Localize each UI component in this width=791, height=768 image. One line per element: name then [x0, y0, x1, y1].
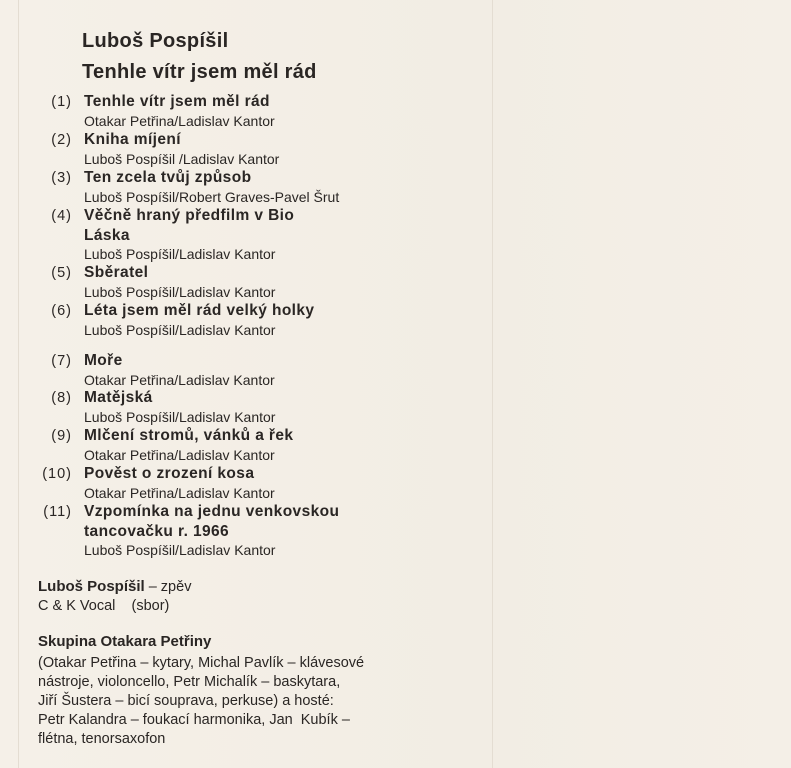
track-number: (7) — [51, 353, 72, 369]
lead-performer — [38, 578, 191, 595]
lead-performer-name: Luboš Pospíšil — [38, 578, 145, 595]
track-number: (6) — [51, 303, 72, 319]
track-credit: Luboš Pospíšil/Ladislav Kantor — [84, 284, 276, 300]
track-credit: Luboš Pospíšil/Ladislav Kantor — [84, 542, 276, 558]
artist-heading: Luboš Pospíšil — [82, 30, 229, 52]
track-credit: Luboš Pospíšil /Ladislav Kantor — [84, 151, 280, 167]
track-title: Tenhle vítr jsem měl rád — [84, 93, 270, 110]
track-title: Matějská — [84, 389, 153, 406]
band-lineup-line: nástroje, violoncello, Petr Michalík – baskytara, — [38, 674, 341, 690]
band-lineup-line: (Otakar Petřina – kytary, Michal Pavlík – klávesové — [38, 655, 365, 671]
track-credit: Otakar Petřina/Ladislav Kantor — [84, 447, 275, 463]
track-number: (11) — [43, 504, 72, 520]
track-number: (8) — [51, 390, 72, 406]
album-heading: Tenhle vítr jsem měl rád — [82, 61, 317, 83]
track-number: (2) — [51, 132, 72, 148]
track-title: Pověst o zrození kosa — [84, 465, 255, 482]
band-lineup-line: flétna, tenorsaxofon — [38, 731, 166, 747]
band-title: Skupina Otakara Petřiny — [38, 633, 212, 650]
track-title: Mlčení stromů, vánků a řek — [84, 427, 294, 444]
band-lineup-line: Petr Kalandra – foukací harmonika, Jan Kubík – — [38, 712, 350, 728]
track-number: (1) — [51, 94, 72, 110]
paper-fold-right — [492, 0, 493, 768]
track-credit: Luboš Pospíšil/Ladislav Kantor — [84, 246, 276, 262]
track-credit: Luboš Pospíšil/Ladislav Kantor — [84, 322, 276, 338]
paper-fold-left — [18, 0, 19, 768]
vocal-group-credit: C & K Vocal (sbor) — [38, 598, 170, 614]
track-title: Moře — [84, 352, 123, 369]
track-credit: Otakar Petřina/Ladislav Kantor — [84, 372, 275, 388]
track-number: (10) — [42, 466, 72, 482]
track-title: Léta jsem měl rád velký holky — [84, 302, 315, 319]
track-number: (9) — [51, 428, 72, 444]
track-credit: Otakar Petřina/Ladislav Kantor — [84, 113, 275, 129]
track-credit: Luboš Pospíšil/Robert Graves-Pavel Šrut — [84, 189, 340, 205]
track-title: Sběratel — [84, 264, 149, 281]
track-credit: Luboš Pospíšil/Ladislav Kantor — [84, 409, 276, 425]
track-title: Ten zcela tvůj způsob — [84, 169, 252, 186]
band-lineup-line: Jiří Šustera – bicí souprava, perkuse) a hosté: — [38, 693, 334, 709]
lead-performer-role: – zpěv — [148, 579, 192, 595]
track-number: (5) — [51, 265, 72, 281]
track-number: (3) — [51, 170, 72, 186]
track-title: Vzpomínka na jednu venkovskou — [84, 503, 340, 520]
track-title-continued: Láska — [84, 227, 130, 244]
track-credit: Otakar Petřina/Ladislav Kantor — [84, 485, 275, 501]
track-title: Kniha míjení — [84, 131, 181, 148]
track-title-continued: tancovačku r. 1966 — [84, 523, 230, 540]
track-title: Věčně hraný předfilm v Bio — [84, 207, 295, 224]
track-number: (4) — [51, 208, 72, 224]
